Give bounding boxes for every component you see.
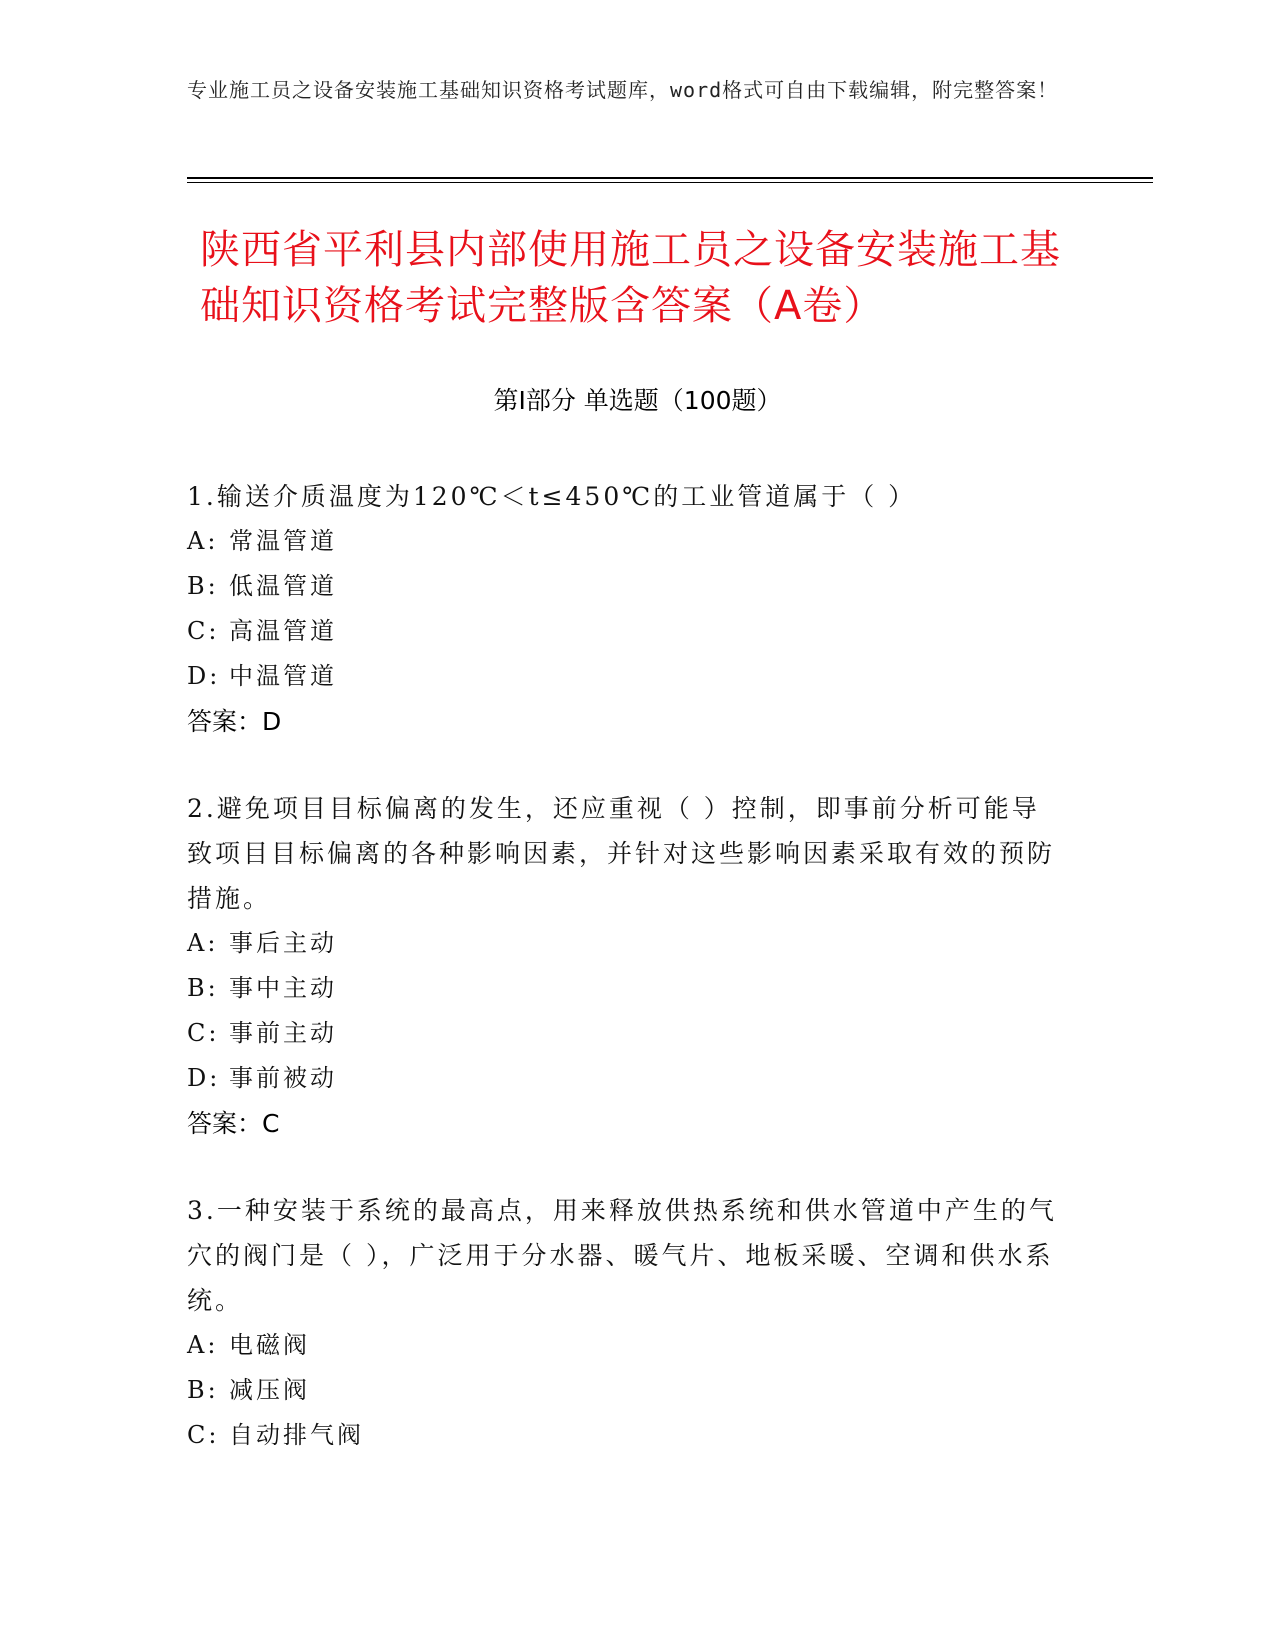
question-2 [187, 786, 1067, 1146]
option-c [187, 1413, 1067, 1458]
question-stem: 1.输送介质温度为120℃＜t≤450℃的工业管道属于（ ） [187, 482, 917, 511]
option-letter: B: [187, 974, 219, 1002]
option-text: 自动排气阀 [229, 1421, 364, 1449]
option-c [187, 609, 1067, 654]
option-letter: D: [187, 662, 221, 690]
question-3 [187, 1188, 1067, 1458]
option-letter: A: [187, 527, 219, 555]
option-text: 电磁阀 [229, 1331, 310, 1359]
option-letter: B: [187, 572, 219, 600]
document-title: 陕西省平利县内部使用施工员之设备安装施工基础知识资格考试完整版含答案（A卷） [200, 227, 1061, 329]
answer-label: 答案：C [187, 1109, 280, 1138]
option-text: 事中主动 [229, 974, 337, 1002]
option-letter: A: [187, 929, 219, 957]
option-text: 减压阀 [229, 1376, 310, 1404]
option-letter: A: [187, 1331, 219, 1359]
question-stem: 2.避免项目目标偏离的发生，还应重视（ ）控制，即事前分析可能导致项目目标偏离的各种影响因素，并针对这些影响因素采取有效的预防措施。 [187, 794, 1056, 913]
option-d [187, 1056, 1067, 1101]
option-b [187, 1368, 1067, 1413]
option-c [187, 1011, 1067, 1056]
option-text: 高温管道 [229, 617, 337, 645]
option-a [187, 519, 1067, 564]
option-letter: C: [187, 1019, 220, 1047]
option-text: 常温管道 [229, 527, 337, 555]
question-1 [187, 474, 1067, 744]
answer-label: 答案：D [187, 707, 282, 736]
option-letter: B: [187, 1376, 219, 1404]
question-stem: 3.一种安装于系统的最高点，用来释放供热系统和供水管道中产生的气穴的阀门是（ ），广泛用于分水器、暖气片、地板采暖、空调和供水系统。 [187, 1196, 1057, 1315]
option-a [187, 1323, 1067, 1368]
option-b [187, 966, 1067, 1011]
option-letter: D: [187, 1064, 221, 1092]
option-letter: C: [187, 1421, 220, 1449]
option-text: 低温管道 [229, 572, 337, 600]
option-text: 中温管道 [229, 662, 337, 690]
option-text: 事前被动 [229, 1064, 337, 1092]
header-note: 专业施工员之设备安装施工基础知识资格考试题库，word格式可自由下载编辑，附完整答案！ [187, 78, 1059, 102]
section-title: 第Ⅰ部分 单选题（100题） [493, 386, 782, 415]
option-letter: C: [187, 617, 220, 645]
question-list [187, 474, 1067, 1500]
option-b [187, 564, 1067, 609]
option-text: 事后主动 [229, 929, 337, 957]
option-d [187, 654, 1067, 699]
option-a [187, 921, 1067, 966]
header-rule-thick [187, 177, 1153, 179]
option-text: 事前主动 [229, 1019, 337, 1047]
header-rule-thin [187, 182, 1153, 183]
